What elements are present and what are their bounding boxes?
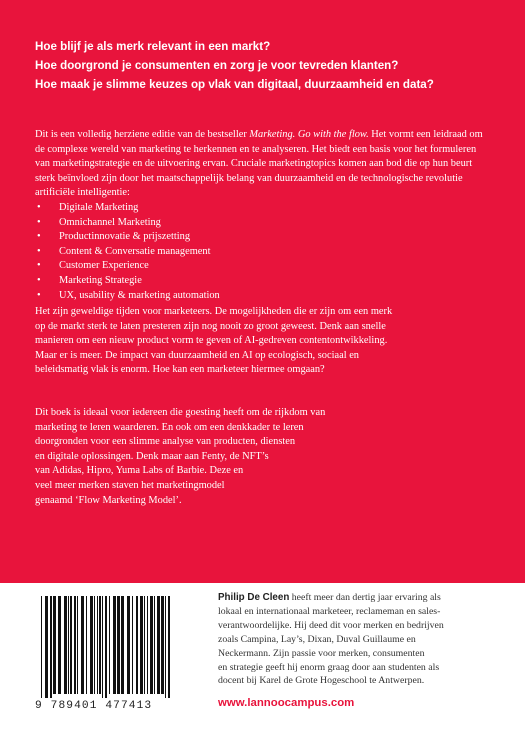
isbn-number: 9 789401 477413 xyxy=(35,700,153,712)
paragraph-audience xyxy=(35,406,493,508)
barcode-icon xyxy=(35,596,175,698)
topic-item: • Omnichannel Marketing xyxy=(35,216,493,231)
author-bio-line: lokaal en internationaal marketeer, reclameman en sales- xyxy=(218,605,441,617)
topic-item: • UX, usability & marketing automation xyxy=(35,289,493,304)
question-3: Hoe maak je slimme keuzes op vlak van digitaal, duurzaamheid en data? xyxy=(35,78,434,91)
topic-item: • Customer Experience xyxy=(35,259,493,274)
author-bio-line: en strategie geeft hij enorm graag door aan studenten als xyxy=(218,661,440,673)
question-2: Hoe doorgrond je consumenten en zorg je voor tevreden klanten? xyxy=(35,59,399,72)
intro-paragraph xyxy=(35,128,493,303)
publisher-website: www.lannoocampus.com xyxy=(218,697,355,709)
author-bio xyxy=(218,591,510,688)
paragraph-line: doorgronden voor een slimme analyse van producten, diensten xyxy=(35,436,296,448)
paragraph-line: veel meer merken staven het marketingmodel xyxy=(35,479,225,491)
paragraph-line: en digitale oplossingen. Denk maar aan Fenty, de NFT’s xyxy=(35,450,269,462)
isbn-barcode xyxy=(35,596,175,711)
paragraph-line: marketing te leren waarderen. En ook om een denkkader te leren xyxy=(35,421,304,433)
paragraph-line: Maar er is meer. De impact van duurzaamheid en AI op ecologisch, sociaal en xyxy=(35,349,360,361)
paragraph-line: van Adidas, Hipro, Yuma Labs of Barbie. Deze en xyxy=(35,465,244,477)
author-name: Philip De Cleen xyxy=(218,592,290,603)
paragraph-line: Dit boek is ideaal voor iedereen die goesting heeft om de rijkdom van xyxy=(35,407,326,418)
author-bio-line: heeft meer dan dertig jaar ervaring als xyxy=(289,592,441,603)
author-bio-line: zoals Campina, Lay’s, Dixan, Duval Guillaume en xyxy=(218,633,416,645)
topic-item: • Digitale Marketing xyxy=(35,201,493,216)
author-bio-line: verantwoordelijke. Hij deed dit voor merken en bedrijven xyxy=(218,619,444,631)
paragraph-line: op de markt sterk te laten presteren zijn nog nooit zo groot geweest. Denk aan snelle xyxy=(35,320,386,332)
intro-text-start: Dit is een volledig herziene editie van de bestseller xyxy=(35,129,247,140)
topic-item: • Productinnovatie & prijszetting xyxy=(35,230,493,245)
paragraph-line: beleidsmatig vlak is enorm. Hoe kan een marketeer hiermee omgaan? xyxy=(35,364,325,376)
paragraph-line: manieren om een nieuw product vorm te geven of AI-gedreven contentontwikkeling. xyxy=(35,335,388,347)
topic-list xyxy=(35,201,493,303)
topic-item: • Marketing Strategie xyxy=(35,274,493,289)
book-title-reference: Marketing. Go with the flow. xyxy=(249,129,369,140)
topic-item: • Content & Conversatie management xyxy=(35,245,493,260)
author-bio-line: Neckermann. Zijn passie voor merken, consumenten xyxy=(218,647,425,659)
question-1: Hoe blijf je als merk relevant in een markt? xyxy=(35,40,271,53)
intro-text-rest: Het vormt een leidraad om de complexe wereld van marketing te herkennen en te analyseren. Het biedt een basis voor het formuleren van marketingstrategie en de uitvoering ervan. Cruciale marketingtopics komen aan bod die op hun beurt sterk beïnvloed zijn door het maatschappelijk belang van duurzaamheid en de technologische revolutie artificiële intelligentie: xyxy=(35,129,483,199)
paragraph-line: genaamd ‘Flow Marketing Model’. xyxy=(35,494,182,506)
paragraph-line: Het zijn geweldige tijden voor marketeers. De mogelijkheden die er zijn om een merk xyxy=(35,306,393,317)
paragraph-opportunities xyxy=(35,305,493,378)
question-list xyxy=(35,37,505,94)
author-bio-line: docent bij Karel de Grote Hogeschool te Antwerpen. xyxy=(218,675,425,687)
